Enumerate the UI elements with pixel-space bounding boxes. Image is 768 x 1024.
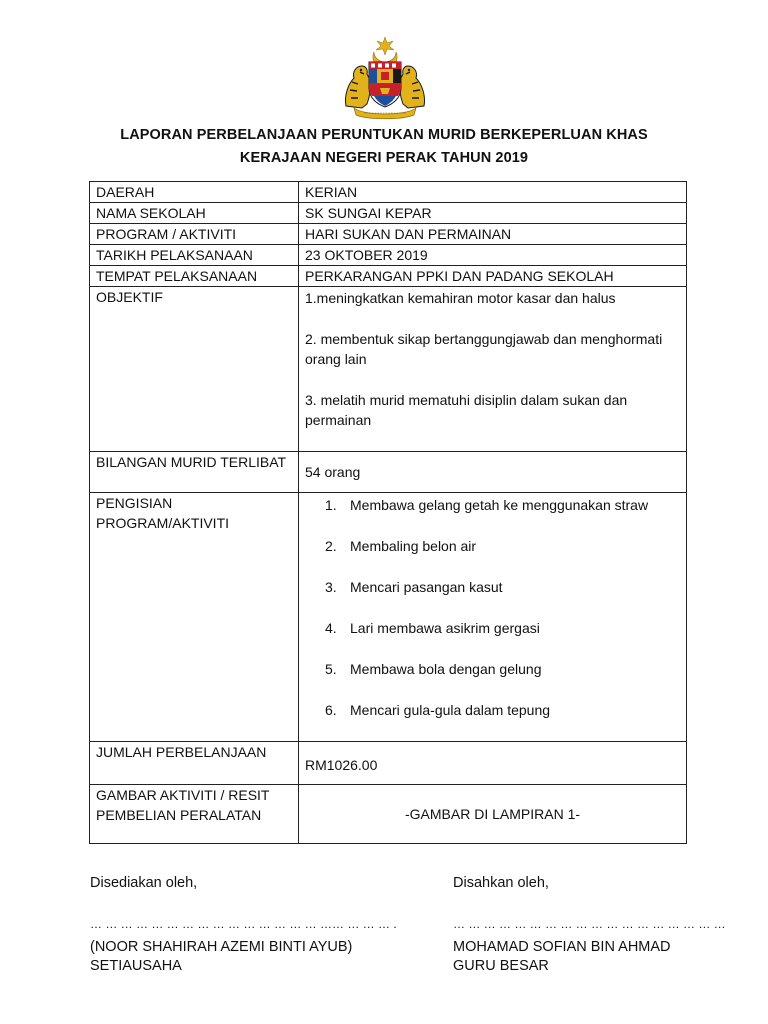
activity-list [305, 495, 680, 720]
signature-line: … … … … … … … … … … … … … … … …… … … … . [90, 917, 397, 931]
table-row-program [90, 224, 687, 245]
table-row-bilangan [90, 452, 687, 493]
row-label: NAMA SEKOLAH [90, 203, 299, 224]
signatory-role: GURU BESAR [453, 958, 549, 974]
row-label: PROGRAM / AKTIVITI [90, 224, 299, 245]
objective-item: 3. melatih murid mematuhi disiplin dalam sukan dan permainan [305, 392, 628, 428]
list-item: 2. Membaling belon air [325, 538, 477, 554]
signature-line: … … … … … … … … … … … … … … … … … … [453, 917, 726, 931]
list-item: 1. Membawa gelang getah ke menggunakan straw [325, 497, 649, 513]
objective-item: 1.meningkatkan kemahiran motor kasar dan halus [305, 290, 616, 306]
row-label: JUMLAH PERBELANJAAN [90, 742, 299, 785]
table-row-jumlah [90, 742, 687, 785]
table-row-tarikh [90, 245, 687, 266]
row-label: TARIKH PELAKSANAAN [90, 245, 299, 266]
row-value: RM1026.00 [299, 742, 687, 785]
signature-heading: Disahkan oleh, [453, 875, 549, 891]
row-value: -GAMBAR DI LAMPIRAN 1- [299, 785, 687, 844]
list-item: 4. Lari membawa asikrim gergasi [325, 620, 540, 636]
row-value: 23 OKTOBER 2019 [299, 245, 687, 266]
row-label: DAERAH [90, 182, 299, 203]
row-label: OBJEKTIF [90, 287, 299, 452]
signatory-name: (NOOR SHAHIRAH AZEMI BINTI AYUB) [90, 939, 353, 955]
report-title-line1: LAPORAN PERBELANJAAN PERUNTUKAN MURID BERKEPERLUAN KHAS [120, 127, 648, 143]
coat-of-arms-emblem [340, 36, 430, 120]
signature-block-prepared [90, 874, 397, 976]
report-table [89, 181, 687, 844]
objective-item: 2. membentuk sikap bertanggungjawab dan menghormati orang lain [305, 331, 663, 367]
signature-heading: Disediakan oleh, [90, 875, 198, 891]
row-label: PENGISIAN PROGRAM/AKTIVITI [90, 493, 299, 742]
row-value: PERKARANGAN PPKI DAN PADANG SEKOLAH [299, 266, 687, 287]
table-row-tempat [90, 266, 687, 287]
signatory-name: MOHAMAD SOFIAN BIN AHMAD [453, 939, 671, 955]
list-item: 6. Mencari gula-gula dalam tepung [325, 702, 551, 718]
row-value: 54 orang [299, 452, 687, 493]
table-row-objektif [90, 287, 687, 452]
row-label: BILANGAN MURID TERLIBAT [90, 452, 299, 493]
signature-block-approved [453, 874, 726, 976]
row-label: TEMPAT PELAKSANAAN [90, 266, 299, 287]
table-row-nama-sekolah [90, 203, 687, 224]
row-value: SK SUNGAI KEPAR [299, 203, 687, 224]
row-value: KERIAN [299, 182, 687, 203]
list-item: 3. Mencari pasangan kasut [325, 579, 503, 595]
report-title-line2: KERAJAAN NEGERI PERAK TAHUN 2019 [239, 150, 529, 166]
row-value [299, 287, 687, 452]
table-row-pengisian [90, 493, 687, 742]
row-value: HARI SUKAN DAN PERMAINAN [299, 224, 687, 245]
row-label: GAMBAR AKTIVITI / RESIT PEMBELIAN PERALATAN [90, 785, 299, 844]
table-row-gambar [90, 785, 687, 844]
signatory-role: SETIAUSAHA [90, 958, 182, 974]
row-value [299, 493, 687, 742]
list-item: 5. Membawa bola dengan gelung [325, 661, 542, 677]
table-row-daerah [90, 182, 687, 203]
